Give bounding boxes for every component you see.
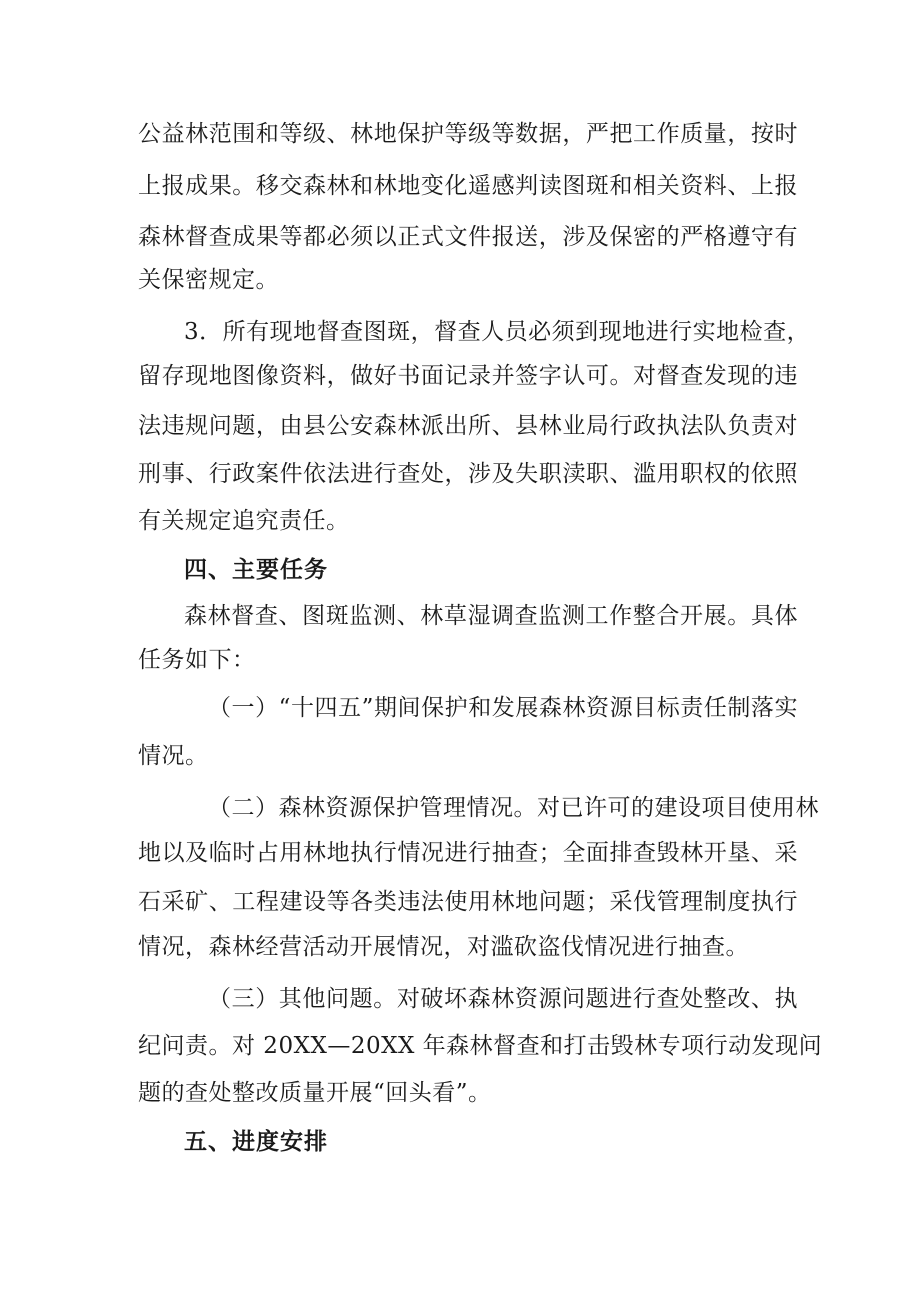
section-heading: 四、主要任务 — [184, 557, 328, 583]
paragraph-line: 任务如下： — [138, 647, 256, 673]
paragraph-line: 上报成果。移交森林和林地变化遥感判读图斑和相关资料、上报 — [138, 173, 798, 199]
paragraph-line: 森林督查、图斑监测、林草湿调查监测工作整合开展。具体 — [184, 603, 798, 629]
paragraph-line: 法违规问题，由县公安森林派出所、县林业局行政执法队负责对 — [138, 413, 798, 439]
paragraph-line: （二）森林资源保护管理情况。对已许可的建设项目使用林 — [208, 795, 819, 821]
paragraph-line: 3．所有现地督查图斑，督查人员必须到现地进行实地检查， — [184, 319, 811, 345]
paragraph-line: 题的查处整改质量开展“回头看”。 — [138, 1080, 492, 1106]
paragraph-line: （一）“十四五”期间保护和发展森林资源目标责任制落实 — [208, 695, 798, 721]
paragraph-line: 公益林范围和等级、林地保护等级等数据，严把工作质量，按时 — [138, 121, 798, 147]
paragraph-line: 森林督查成果等都必须以正式文件报送，涉及保密的严格遵守有 — [138, 224, 798, 250]
paragraph-line: 刑事、行政案件依法进行查处，涉及失职渎职、滥用职权的依照 — [138, 461, 798, 487]
section-heading: 五、进度安排 — [184, 1129, 328, 1155]
paragraph-line: （三）其他问题。对破坏森林资源问题进行查处整改、执 — [208, 986, 798, 1012]
paragraph-line: 地以及临时占用林地执行情况进行抽查；全面排查毁林开垦、采 — [138, 840, 798, 866]
paragraph-line: 有关规定追究责任。 — [138, 508, 350, 534]
paragraph-line: 关保密规定。 — [138, 267, 279, 293]
paragraph-line: 情况。 — [138, 743, 209, 769]
paragraph-line: 纪问责。对 20XX—20XX 年森林督查和打击毁林专项行动发现问 — [138, 1033, 823, 1059]
paragraph-line: 情况，森林经营活动开展情况，对滥砍盗伐情况进行抽查。 — [138, 934, 749, 960]
paragraph-line: 石采矿、工程建设等各类违法使用林地问题；采伐管理制度执行 — [138, 889, 798, 915]
paragraph-line: 留存现地图像资料，做好书面记录并签字认可。对督查发现的违 — [138, 363, 798, 389]
